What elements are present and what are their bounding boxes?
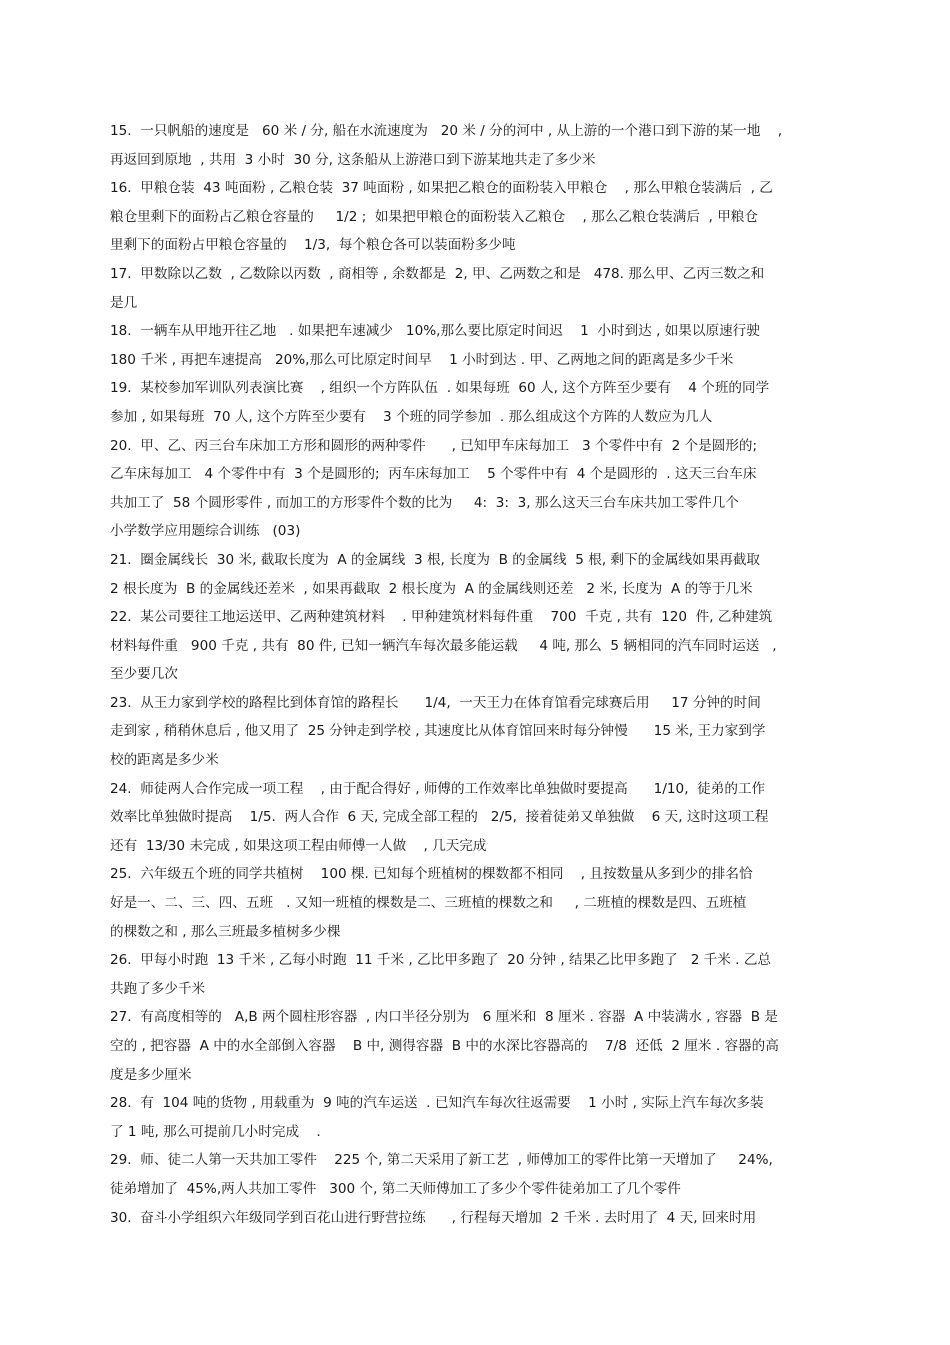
problem-text-line: 26. 甲每小时跑 13 千米 , 乙每小时跑 11 千米 , 乙比甲多跑了 20 分钟 , 结果乙比甲多跑了 2 千米 . 乙总 xyxy=(110,952,772,969)
problem-text-line: 20. 甲、乙、丙三台车床加工方形和圆形的两种零件 , 已知甲车床每加工 3 个零件中有 2 个是圆形的; xyxy=(110,437,758,454)
problem-text-line: 共加工了 58 个圆形零件 , 而加工的方形零件个数的比为 4: 3: 3, 那么这天三台车床共加工零件几个 xyxy=(110,494,739,511)
problem-text-line: 30. 奋斗小学组织六年级同学到百花山进行野营拉练 , 行程每天增加 2 千米 . 去时用了 4 天, 回来时用 xyxy=(110,1209,757,1226)
problem-text-line: 是几 xyxy=(110,294,138,311)
problem-text-line: 19. 某校参加军训队列表演比赛 , 组织一个方阵队伍 . 如果每班 60 人, 这个方阵至少要有 4 个班的同学 xyxy=(110,380,770,397)
problem-text-line: 共跑了多少千米 xyxy=(110,980,206,997)
problem-text-line: 18. 一辆车从甲地开往乙地 . 如果把车速减少 10%,那么要比原定时间迟 1 小时到达 , 如果以原速行驶 xyxy=(110,323,760,340)
problem-text-line: 至少要几次 xyxy=(110,666,178,683)
problem-text-line: 好是一、二、三、四、五班 . 又知一班植的棵数是二、三班植的棵数之和 , 二班植的棵数是四、五班植 xyxy=(110,895,747,912)
problem-text-line: 22. 某公司要往工地运送甲、乙两种建筑材料 . 甲种建筑材料每件重 700 千克 , 共有 120 件, 乙种建筑 xyxy=(110,609,773,626)
problem-text-line: 25. 六年级五个班的同学共植树 100 棵. 已知每个班植树的棵数都不相同 , 且按数量从多到少的排名恰 xyxy=(110,866,753,883)
problem-text-line: 材料每件重 900 千克 , 共有 80 件, 已知一辆汽车每次最多能运载 4 吨, 那么 5 辆相同的汽车同时运送 , xyxy=(110,637,777,654)
problem-item xyxy=(110,1003,855,1089)
problem-text-line: 徒弟增加了 45%,两人共加工零件 300 个, 第二天师傅加工了多少个零件徒弟加工了几个零件 xyxy=(110,1180,681,1197)
problem-text-line: 21. 圈金属线长 30 米, 截取长度为 A 的金属线 3 根, 长度为 B 的金属线 5 根, 剩下的金属线如果再截取 xyxy=(110,551,761,568)
problem-text-line: 的棵数之和 , 那么三班最多植树多少棵 xyxy=(110,923,341,940)
problem-item xyxy=(110,1089,855,1146)
problem-text-line: 15. 一只帆船的速度是 60 米 / 分, 船在水流速度为 20 米 / 分的河中 , 从上游的一个港口到下游的某一地 , xyxy=(110,123,783,139)
heading-text: 小学数学应用题综合训练 (03) xyxy=(110,523,301,540)
problem-item xyxy=(110,432,855,518)
problem-text-line: 了 1 吨, 那么可提前几小时完成 . xyxy=(110,1123,321,1140)
problem-text-line: 里剩下的面粉占甲粮仓容量的 1/3, 每个粮仓各可以装面粉多少吨 xyxy=(110,237,516,254)
problem-item xyxy=(110,546,855,603)
problem-text-line: 28. 有 104 吨的货物 , 用载重为 9 吨的汽车运送 . 已知汽车每次往返需要 1 小时 , 实际上汽车每次多装 xyxy=(110,1095,764,1112)
problem-item xyxy=(110,603,855,689)
problem-item xyxy=(110,946,855,1003)
problem-item xyxy=(110,1146,855,1203)
problem-text-line: 27. 有高度相等的 A,B 两个圆柱形容器 , 内口半径分别为 6 厘米和 8 厘米 . 容器 A 中装满水 , 容器 B 是 xyxy=(110,1009,778,1026)
problem-item xyxy=(110,117,855,174)
problem-text-line: 17. 甲数除以乙数 , 乙数除以丙数 , 商相等 , 余数都是 2, 甲、乙两数之和是 478. 那么甲、乙丙三数之和 xyxy=(110,265,765,282)
problem-text-line: 再返回到原地 , 共用 3 小时 30 分, 这条船从上游港口到下游某地共走了多少米 xyxy=(110,151,596,168)
problem-list xyxy=(110,117,855,1232)
problem-text-line: 24. 师徒两人合作完成一项工程 , 由于配合得好 , 师傅的工作效率比单独做时要提高 1/10, 徒弟的工作 xyxy=(110,780,766,797)
problem-text-line: 度是多少厘米 xyxy=(110,1066,192,1083)
problem-item xyxy=(110,1204,855,1233)
problem-text-line: 乙车床每加工 4 个零件中有 3 个是圆形的; 丙车床每加工 5 个零件中有 4 个是圆形的 . 这天三台车床 xyxy=(110,466,757,483)
problem-text-line: 参加 , 如果每班 70 人, 这个方阵至少要有 3 个班的同学参加 . 那么组成这个方阵的人数应为几人 xyxy=(110,408,713,425)
problem-item xyxy=(110,174,855,260)
problem-text-line: 23. 从王力家到学校的路程比到体育馆的路程长 1/4, 一天王力在体育馆看完球赛后用 17 分钟的时间 xyxy=(110,694,761,711)
problem-text-line: 16. 甲粮仓装 43 吨面粉 , 乙粮仓装 37 吨面粉 , 如果把乙粮仓的面粉装入甲粮仓 , 那么甲粮仓装满后 , 乙 xyxy=(110,180,773,197)
problem-item xyxy=(110,374,855,431)
problem-text-line: 还有 13/30 未完成 , 如果这项工程由师傅一人做 , 几天完成 xyxy=(110,837,487,854)
problem-text-line: 空的 , 把容器 A 中的水全部倒入容器 B 中, 测得容器 B 中的水深比容器高的 7/8 还低 2 厘米 . 容器的高 xyxy=(110,1038,779,1054)
problem-item xyxy=(110,689,855,775)
problem-text-line: 2 根长度为 B 的金属线还差米 , 如果再截取 2 根长度为 A 的金属线则还差 2 米, 长度为 A 的等于几米 xyxy=(110,580,753,597)
problem-text-line: 校的距离是多少米 xyxy=(110,752,219,769)
problem-text-line: 效率比单独做时提高 1/5. 两人合作 6 天, 完成全部工程的 2/5, 接着徒弟又单独做 6 天, 这时这项工程 xyxy=(110,809,769,826)
problem-item xyxy=(110,260,855,317)
problem-text-line: 粮仓里剩下的面粉占乙粮仓容量的 1/2 ; 如果把甲粮仓的面粉装入乙粮仓 , 那么乙粮仓装满后 , 甲粮仓 xyxy=(110,208,758,225)
section-heading xyxy=(110,517,855,546)
problem-item xyxy=(110,317,855,374)
problem-text-line: 走到家 , 稍稍休息后 , 他又用了 25 分钟走到学校 , 其速度比从体育馆回来时每分钟慢 15 米, 王力家到学 xyxy=(110,723,766,740)
problem-text-line: 29. 师、徒二人第一天共加工零件 225 个, 第二天采用了新工艺 , 师傅加工的零件比第一天增加了 24%, xyxy=(110,1152,773,1169)
problem-text-line: 180 千米 , 再把车速提高 20%,那么可比原定时间早 1 小时到达 . 甲、乙两地之间的距离是多少千米 xyxy=(110,351,734,368)
problem-item xyxy=(110,860,855,946)
problem-item xyxy=(110,775,855,861)
